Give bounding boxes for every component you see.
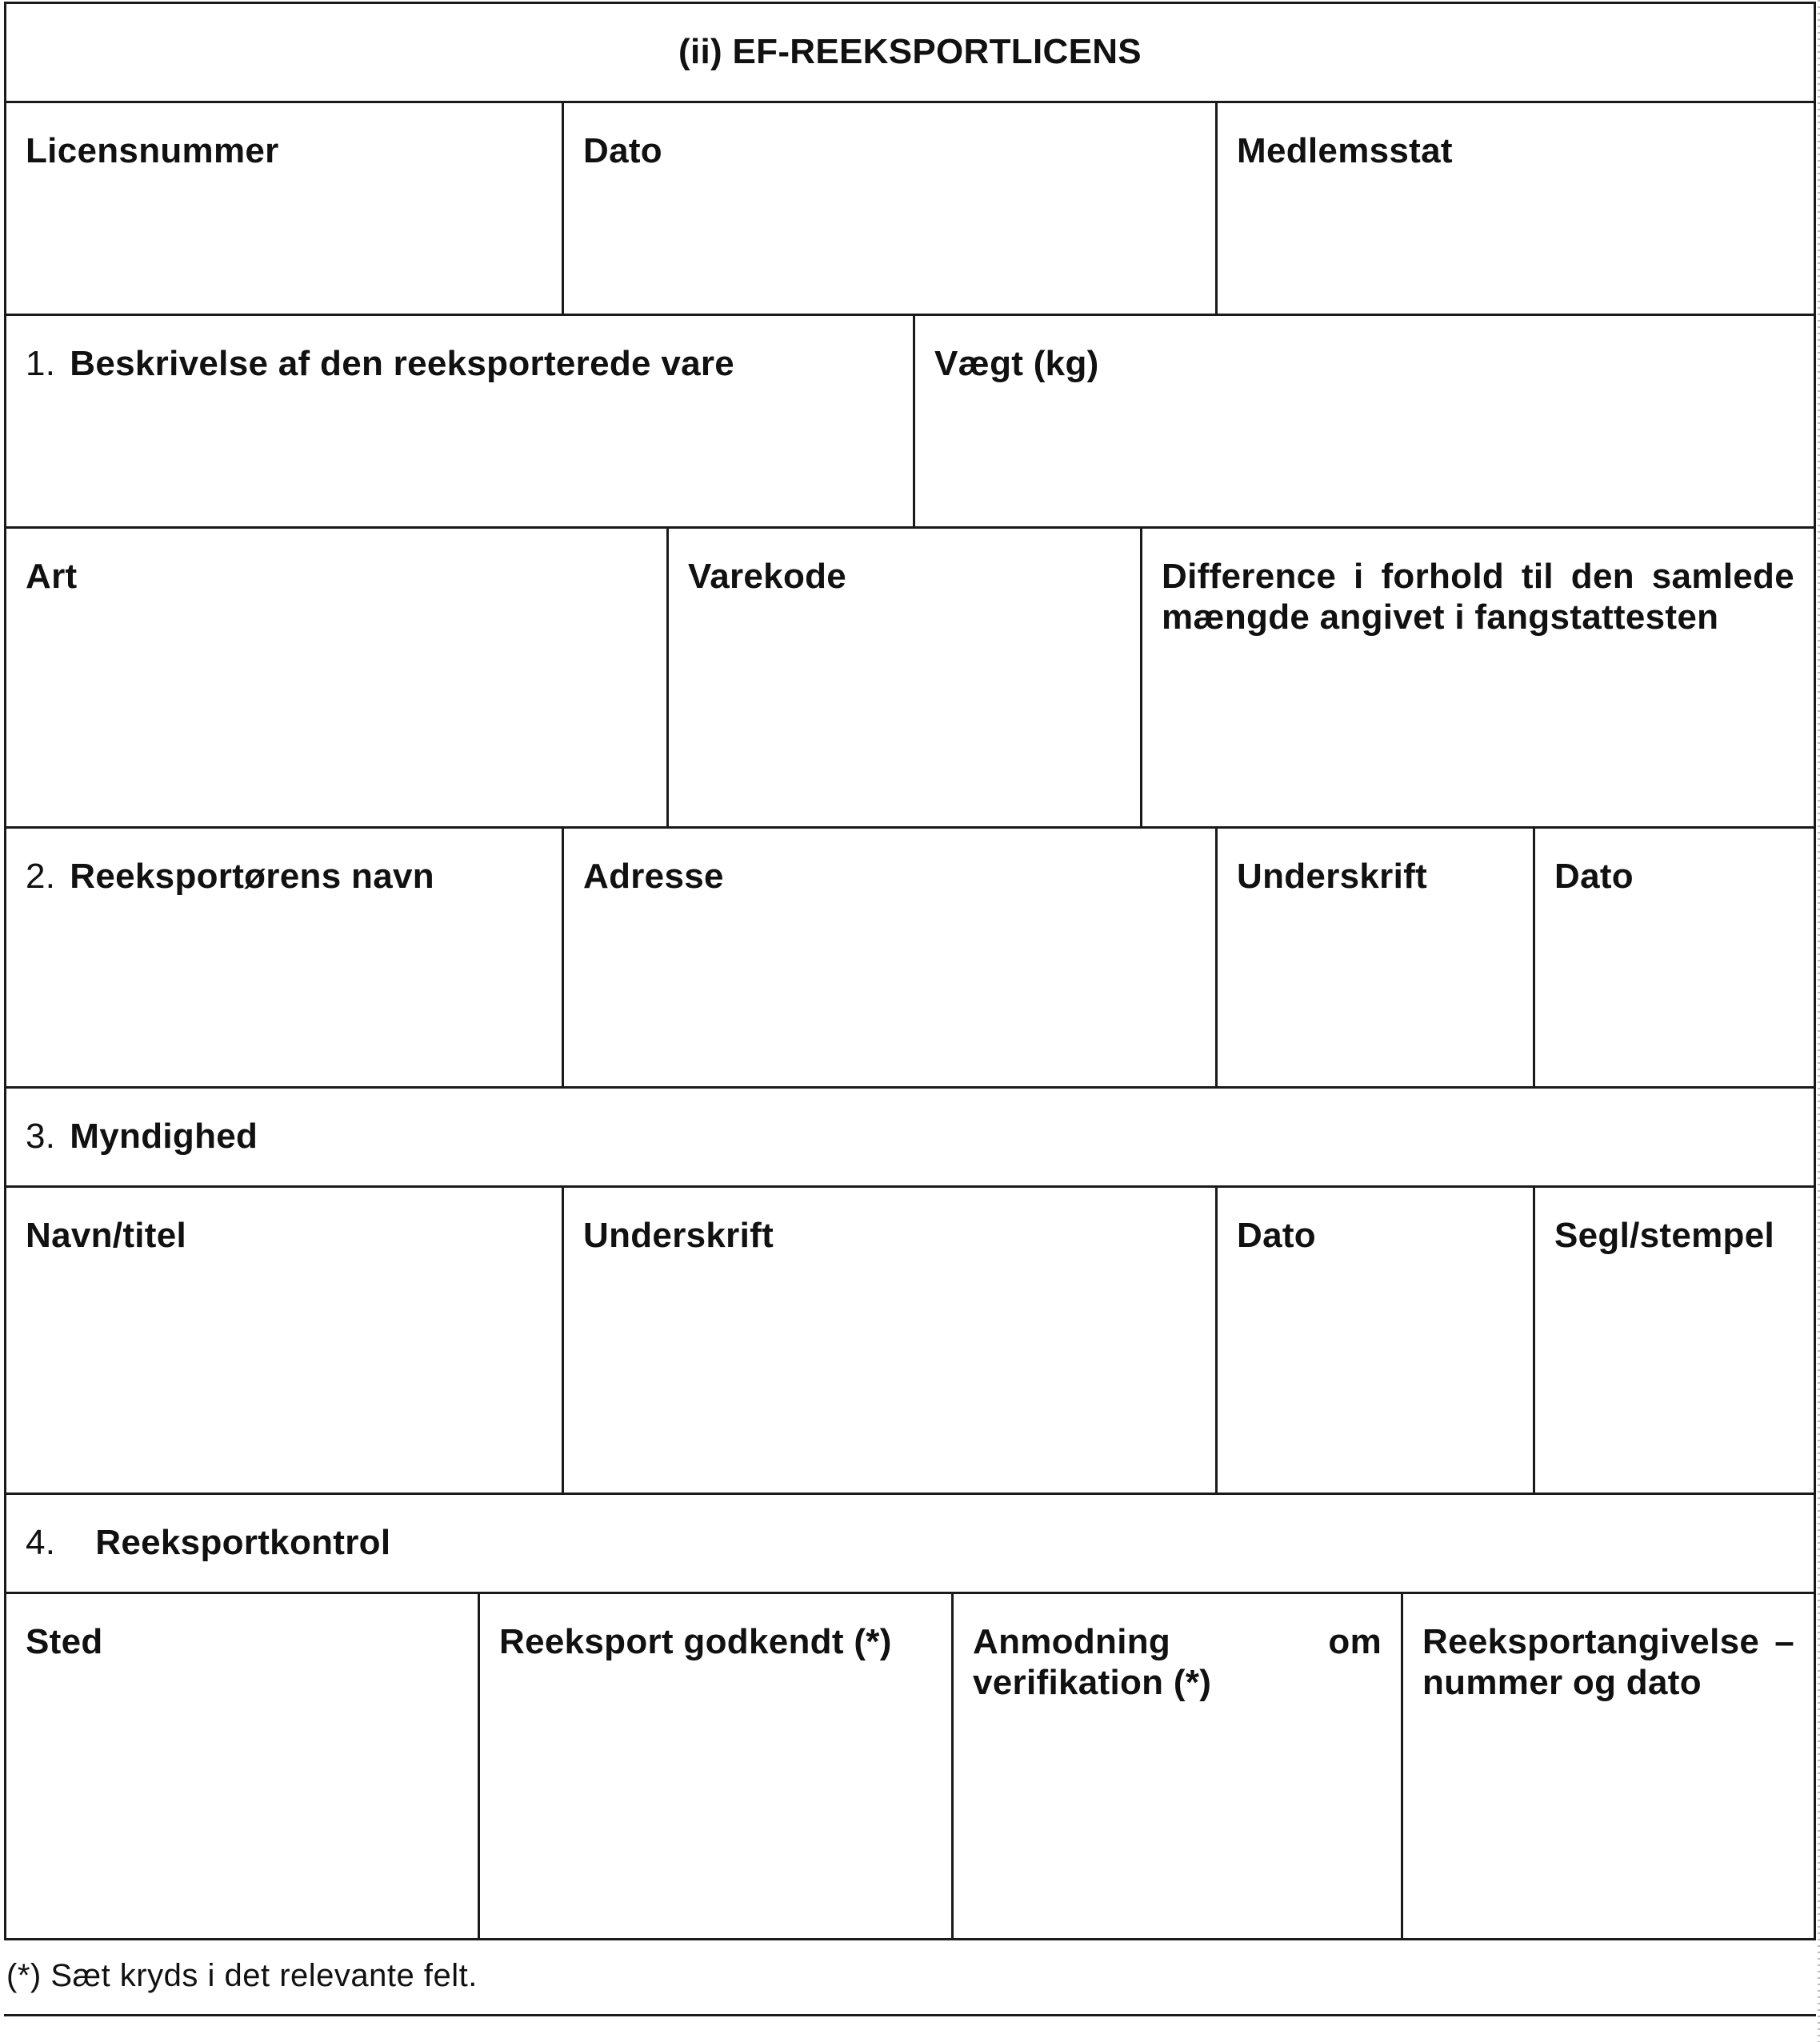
myndighed-underskrift-field[interactable] xyxy=(564,1188,1218,1493)
reeksportor-underskrift-field[interactable] xyxy=(1218,829,1535,1086)
footnote: (*) Sæt kryds i det relevante felt. xyxy=(6,1958,478,1993)
bottom-rule xyxy=(4,2014,1816,2016)
art-label: Art xyxy=(26,557,78,596)
vaegt-label: Vægt (kg) xyxy=(934,344,1099,383)
reeksportkontrol-label: Reeksportkontrol xyxy=(95,1523,391,1562)
reeksportangivelse-field[interactable] xyxy=(1403,1594,1814,1938)
reeksportor-dato-label: Dato xyxy=(1554,857,1634,896)
form-title-row xyxy=(6,4,1814,103)
varekode-field[interactable] xyxy=(669,529,1142,826)
section-2-row xyxy=(6,829,1814,1089)
difference-field[interactable] xyxy=(1142,529,1814,826)
medlemsstat-label: Medlemsstat xyxy=(1237,131,1453,170)
section-2-number: 2. xyxy=(26,857,56,896)
section-4-row xyxy=(6,1594,1814,1938)
licensnummer-field[interactable] xyxy=(6,103,564,314)
myndighed-underskrift-label: Underskrift xyxy=(583,1216,774,1255)
beskrivelse-field[interactable] xyxy=(6,316,915,526)
reeksport-godkendt-label: Reeksport godkendt (*) xyxy=(499,1622,892,1661)
myndighed-dato-field[interactable] xyxy=(1218,1188,1535,1493)
section-3-heading-row xyxy=(6,1089,1814,1188)
section-4-number: 4. xyxy=(26,1523,56,1562)
section-3-number: 3. xyxy=(26,1117,56,1156)
medlemsstat-field[interactable] xyxy=(1218,103,1814,314)
myndighed-dato-label: Dato xyxy=(1237,1216,1316,1255)
vaegt-field[interactable] xyxy=(915,316,1814,526)
adresse-field[interactable] xyxy=(564,829,1218,1086)
adresse-label: Adresse xyxy=(583,857,724,896)
segl-stempel-field[interactable] xyxy=(1535,1188,1814,1493)
licensnummer-label: Licensnummer xyxy=(26,131,279,170)
myndighed-heading xyxy=(6,1089,1814,1185)
anmodning-verifikation-label: Anmodning om verifikation (*) xyxy=(973,1622,1382,1702)
dato-label: Dato xyxy=(583,131,662,170)
beskrivelse-label: Beskrivelse af den reeksporterede vare xyxy=(70,344,735,383)
section-1-row xyxy=(6,316,1814,529)
section-1-number: 1. xyxy=(26,344,56,383)
myndighed-label: Myndighed xyxy=(70,1117,258,1156)
navn-titel-field[interactable] xyxy=(6,1188,564,1493)
anmodning-verifikation-field[interactable] xyxy=(954,1594,1403,1938)
section-4-heading-row xyxy=(6,1495,1814,1594)
section-3-row xyxy=(6,1188,1814,1495)
reeksportor-navn-field[interactable] xyxy=(6,829,564,1086)
reeksportor-navn-label: Reeksportørens navn xyxy=(70,857,434,896)
reeksportor-dato-field[interactable] xyxy=(1535,829,1814,1086)
form-title: (ii) EF-REEKSPORTLICENS xyxy=(678,32,1142,71)
reeksportangivelse-label: Reeksportangivelse – nummer og dato xyxy=(1422,1622,1794,1702)
dato-field[interactable] xyxy=(564,103,1218,314)
re-export-licence-form xyxy=(4,2,1816,1940)
art-row xyxy=(6,529,1814,829)
varekode-label: Varekode xyxy=(688,557,847,596)
reeksport-godkendt-field[interactable] xyxy=(480,1594,954,1938)
sted-field[interactable] xyxy=(6,1594,480,1938)
reeksportkontrol-heading xyxy=(6,1495,1814,1592)
reeksportor-underskrift-label: Underskrift xyxy=(1237,857,1428,896)
art-field[interactable] xyxy=(6,529,669,826)
segl-stempel-label: Segl/stempel xyxy=(1554,1216,1775,1255)
navn-titel-label: Navn/titel xyxy=(26,1216,187,1255)
difference-label: Difference i forhold til den samlede mængde angivet i fangstattesten xyxy=(1162,557,1794,637)
sted-label: Sted xyxy=(26,1622,103,1661)
licence-header-row xyxy=(6,103,1814,316)
